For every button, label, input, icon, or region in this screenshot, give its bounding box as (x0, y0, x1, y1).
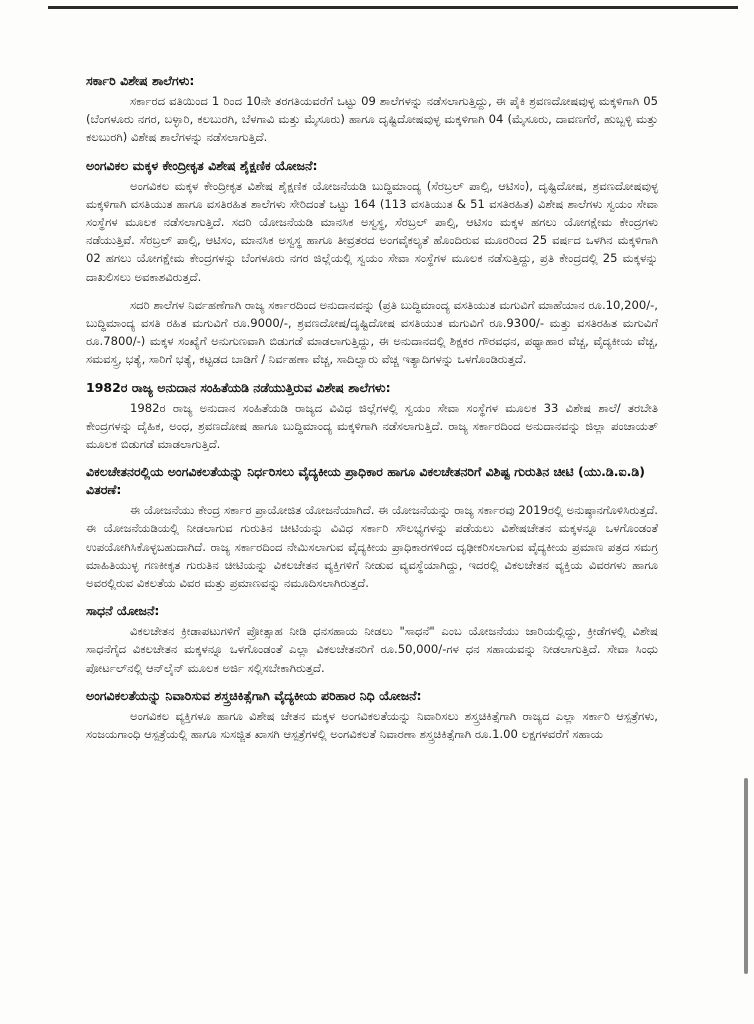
section-paragraph: 1982ರ ರಾಜ್ಯ ಅನುದಾನ ಸಂಹಿತೆಯಡಿ ರಾಜ್ಯದ ವಿವಿಧ ಜಿಲ್ಲೆಗಳಲ್ಲಿ ಸ್ವಯಂ ಸೇವಾ ಸಂಸ್ಥೆಗಳ ಮೂಲಕ 33 ವಿಶೇಷ ಶಾಲೆ/ ತರಬೇತಿ ಕೇಂದ್ರಗಳನ್ನು ದೈಹಿಕ, ಅಂಧ, ಶ್ರವಣದೋಷ ಹಾಗೂ ಬುದ್ಧಿಮಾಂದ್ಯ ಮಕ್ಕಳಿಗಾಗಿ ನಡೆಸಲಾಗುತ್ತಿದೆ. ರಾಜ್ಯ ಸರ್ಕಾರದಿಂದ ಅನುದಾನವನ್ನು ಜಿಲ್ಲಾ ಪಂಚಾಯತ್ ಮೂಲಕ ಬಿಡುಗಡೆ ಮಾಡಲಾಗುತ್ತಿದೆ. (86, 400, 658, 452)
section-heading: ಅಂಗವಿಕಲತೆಯನ್ನು ನಿವಾರಿಸುವ ಶಸ್ತ್ರಚಿಕಿತ್ಸೆಗಾಗಿ ವೈದ್ಯಕೀಯ ಪರಿಹಾರ ನಿಧಿ ಯೋಜನೆ: (86, 687, 422, 703)
section-heading: ಸರ್ಕಾರಿ ವಿಶೇಷ ಶಾಲೆಗಳು: (86, 73, 195, 88)
section-sadhane-scheme (86, 602, 658, 677)
section-paragraph: ವಿಕಲಚೇತನ ಕ್ರೀಡಾಪಟುಗಳಿಗೆ ಪ್ರೋತ್ಸಾಹ ನೀಡಿ ಧನಸಹಾಯ ನೀಡಲು "ಸಾಧನೆ" ಎಂಬ ಯೋಜನೆಯು ಜಾರಿಯಲ್ಲಿದ್ದು, ಕ್ರೀಡೆಗಳಲ್ಲಿ ವಿಶೇಷ ಸಾಧನೆಗೈದ ವಿಕಲಚೇತನ ಮಕ್ಕಳನ್ನೂ ಒಳಗೊಂಡಂತೆ ಎಲ್ಲಾ ವಿಕಲಚೇತನರಿಗೆ ರೂ.50,000/-ಗಳ ಧನ ಸಹಾಯವನ್ನು ನೀಡಲಾಗುತ್ತಿದೆ. ಸೇವಾ ಸಿಂಧು ಪೋರ್ಟಲ್‌ನಲ್ಲಿ ಆನ್‌ಲೈನ್ ಮೂಲಕ ಅರ್ಜಿ ಸಲ್ಲಿಸಬೇಕಾಗಿರುತ್ತದೆ. (86, 624, 658, 675)
section-heading: ಸಾಧನೆ ಯೋಜನೆ: (86, 603, 160, 619)
section-government-special-schools (86, 72, 658, 147)
section-centralized-special-education (86, 157, 658, 369)
section-paragraph: ಸದರಿ ಶಾಲೆಗಳ ನಿರ್ವಹಣೆಗಾಗಿ ರಾಜ್ಯ ಸರ್ಕಾರದಿಂದ ಅನುದಾನವನ್ನು (ಪ್ರತಿ ಬುದ್ಧಿಮಾಂದ್ಯ ವಸತಿಯುತ ಮಗುವಿಗೆ ಮಾಹೆಯಾನ ರೂ.10,200/-, ಬುದ್ಧಿಮಾಂದ್ಯ ವಸತಿ ರಹಿತ ಮಗುವಿಗೆ ರೂ.9000/-, ಶ್ರವಣದೋಷ/ದೃಷ್ಟಿದೋಷ ವಸತಿಯುತ ಮಗುವಿಗೆ ರೂ.9300/- ಮತ್ತು ವಸತಿರಹಿತ ಮಗುವಿಗೆ ರೂ.7800/-) ಮಕ್ಕಳ ಸಂಖ್ಯೆಗೆ ಅನುಗುಣವಾಗಿ ಬಿಡುಗಡೆ ಮಾಡಲಾಗುತ್ತಿದ್ದು, ಈ ಅನುದಾನದಲ್ಲಿ ಶಿಕ್ಷಕರ ಗೌರವಧನ, ಪಥ್ಯಾಹಾರ ವೆಚ್ಚ, ವೈದ್ಯಕೀಯ ವೆಚ್ಚ, ಸಮವಸ್ತ್ರ, ಭತ್ಯೆ, ಸಾರಿಗೆ ಭತ್ಯೆ, ಕಟ್ಟಡದ ಬಾಡಿಗೆ / ನಿರ್ವಹಣಾ ವೆಚ್ಚ, ಸಾದಿಲ್ವಾರು ವೆಚ್ಚ ಇತ್ಯಾದಿಗಳನ್ನು ಒಳಗೊಂಡಿರುತ್ತದೆ. (86, 297, 658, 367)
section-heading: 1982ರ ರಾಜ್ಯ ಅನುದಾನ ಸಂಹಿತೆಯಡಿ ನಡೆಯುತ್ತಿರುವ ವಿಶೇಷ ಶಾಲೆಗಳು: (86, 379, 391, 395)
section-paragraph: ಈ ಯೋಜನೆಯು ಕೇಂದ್ರ ಸರ್ಕಾರ ಪ್ರಾಯೋಜಿತ ಯೋಜನೆಯಾಗಿದೆ. ಈ ಯೋಜನೆಯನ್ನು ರಾಜ್ಯ ಸರ್ಕಾರವು 2019ರಲ್ಲಿ ಅನುಷ್ಠಾನಗೊಳಿಸಿರುತ್ತದೆ. ಈ ಯೋಜನೆಯಡಿಯಲ್ಲಿ ನೀಡಲಾಗುವ ಗುರುತಿನ ಚೀಟಿಯನ್ನು ವಿವಿಧ ಸರ್ಕಾರಿ ಸೌಲಭ್ಯಗಳನ್ನು ಪಡೆಯಲು ವಿಶೇಷಚೇತನ ಮಕ್ಕಳನ್ನೂ ಒಳಗೊಂಡಂತೆ ಉಪಯೋಗಿಸಿಕೊಳ್ಳಬಹುದಾಗಿದೆ. ರಾಜ್ಯ ಸರ್ಕಾರದಿಂದ ನೇಮಿಸಲಾಗುವ ವೈದ್ಯಕೀಯ ಪ್ರಾಧಿಕಾರಗಳಿಂದ ದೃಢೀಕರಿಸಲಾಗುವ ವೈದ್ಯಕೀಯ ಪ್ರಮಾಣ ಪತ್ರದ ಸಮಗ್ರ ಮಾಹಿತಿಯುಳ್ಳ ಗಣಕೀಕೃತ ಗುರುತಿನ ಚೀಟಿಯನ್ನು ವಿಕಲಚೇತನ ವ್ಯಕ್ತಿಗಳಿಗೆ ನೀಡುವ ವ್ಯವಸ್ಥೆಯಾಗಿದ್ದು, ಇದರಲ್ಲಿ ವಿಕಲಚೇತನ ವ್ಯಕ್ತಿಯ ವಿವರಗಳು ಹಾಗೂ ಅವರಲ್ಲಿರುವ ವಿಕಲತೆಯ ವಿವರ ಮತ್ತು ಪ್ರಮಾಣವನ್ನು ನಮೂದಿಸಲಾಗಿರುತ್ತದೆ. (86, 503, 658, 591)
scrollbar-thumb[interactable] (744, 778, 748, 974)
section-medical-relief-fund (86, 687, 658, 743)
section-heading: ವಿಕಲಚೇತನರಲ್ಲಿಯ ಅಂಗವಿಕಲತೆಯನ್ನು ನಿರ್ಧರಿಸಲು ವೈದ್ಯಕೀಯ ಪ್ರಾಧಿಕಾರ ಹಾಗೂ ವಿಕಲಚೇತನರಿಗೆ ವಿಶಿಷ್ಟ ಗುರುತಿನ ಚೀಟಿ (ಯು.ಡಿ.ಐ.ಡಿ) ವಿತರಣೆ: (86, 464, 645, 498)
section-paragraph: ಸರ್ಕಾರದ ವತಿಯಿಂದ 1 ರಿಂದ 10ನೇ ತರಗತಿಯವರೆಗೆ ಒಟ್ಟು 09 ಶಾಲೆಗಳನ್ನು ನಡೆಸಲಾಗುತ್ತಿದ್ದು, ಈ ಪೈಕಿ ಶ್ರವಣದೋಷವುಳ್ಳ ಮಕ್ಕಳಿಗಾಗಿ 05 (ಬೆಂಗಳೂರು ನಗರ, ಬಳ್ಳಾರಿ, ಕಲಬುರಗಿ, ಬೆಳಗಾವಿ ಮತ್ತು ಮೈಸೂರು) ಹಾಗೂ ದೃಷ್ಟಿದೋಷವುಳ್ಳ ಮಕ್ಕಳಿಗಾಗಿ 04 (ಮೈಸೂರು, ದಾವಣಗೆರೆ, ಹುಬ್ಬಳ್ಳಿ ಮತ್ತು ಕಲಬುರಗಿ) ವಿಶೇಷ ಶಾಲೆಗಳನ್ನು ನಡೆಸಲಾಗುತ್ತಿದೆ. (86, 94, 658, 145)
top-border-rule (48, 6, 738, 9)
section-paragraph: ಅಂಗವಿಕಲ ವ್ಯಕ್ತಿಗಳೂ ಹಾಗೂ ವಿಶೇಷ ಚೇತನ ಮಕ್ಕಳ ಅಂಗವಿಕಲತೆಯನ್ನು ನಿವಾರಿಸಲು ಶಸ್ತ್ರಚಿಕಿತ್ಸೆಗಾಗಿ ರಾಜ್ಯದ ಎಲ್ಲಾ ಸರ್ಕಾರಿ ಆಸ್ಪತ್ರೆಗಳು, ಸಂಜಯಗಾಂಧಿ ಆಸ್ಪತ್ರೆಯಲ್ಲಿ ಹಾಗೂ ಸುಸಜ್ಜಿತ ಖಾಸಗಿ ಆಸ್ಪತ್ರೆಗಳಲ್ಲಿ ಅಂಗವಿಕಲತೆ ನಿವಾರಣಾ ಶಸ್ತ್ರಚಿಕಿತ್ಸೆಗಾಗಿ ರೂ.1.00 ಲಕ್ಷಗಳವರೆಗೆ ಸಹಾಯ (86, 708, 658, 742)
section-udid-card (86, 463, 658, 592)
section-heading: ಅಂಗವಿಕಲ ಮಕ್ಕಳ ಕೇಂದ್ರೀಕೃತ ವಿಶೇಷ ಶೈಕ್ಷಣಿಕ ಯೋಜನೆ: (86, 157, 318, 173)
document-content (86, 72, 658, 753)
section-grant-code-1982-schools (86, 379, 658, 454)
section-paragraph: ಅಂಗವಿಕಲ ಮಕ್ಕಳ ಕೇಂದ್ರೀಕೃತ ವಿಶೇಷ ಶೈಕ್ಷಣಿಕ ಯೋಜನೆಯಡಿ ಬುದ್ಧಿಮಾಂದ್ಯ (ಸೆರಬ್ರಲ್ ಪಾಲ್ಸಿ, ಆಟಿಸಂ), ದೃಷ್ಟಿದೋಷ, ಶ್ರವಣದೋಷವುಳ್ಳ ಮಕ್ಕಳಿಗಾಗಿ ವಸತಿಯುತ ಹಾಗೂ ವಸತಿರಹಿತ ಶಾಲೆಗಳು ಸೇರಿದಂತೆ ಒಟ್ಟು 164 (113 ವಸತಿಯುತ & 51 ವಸತಿರಹಿತ) ವಿಶೇಷ ಶಾಲೆಗಳು ಸ್ವಯಂ ಸೇವಾ ಸಂಸ್ಥೆಗಳ ಮೂಲಕ ನಡೆಸಲಾಗುತ್ತಿದೆ. ಸದರಿ ಯೋಜನೆಯಡಿ ಮಾನಸಿಕ ಅಸ್ವಸ್ಥ, ಸೆರಬ್ರಲ್ ಪಾಲ್ಸಿ, ಆಟಿಸಂ ಮಕ್ಕಳ ಹಗಲು ಯೋಗಕ್ಷೇಮ ಕೇಂದ್ರಗಳು ನಡೆಯುತ್ತಿವೆ. ಸೆರಬ್ರಲ್ ಪಾಲ್ಸಿ, ಆಟಿಸಂ, ಮಾನಸಿಕ ಅಸ್ವಸ್ಥ ಹಾಗೂ ತೀವ್ರತರದ ಅಂಗವೈಕಲ್ಯತೆ ಹೊಂದಿರುವ ಮೂರರಿಂದ 25 ವರ್ಷದ ಒಳಗಿನ ಮಕ್ಕಳಿಗಾಗಿ 02 ಹಗಲು ಯೋಗಕ್ಷೇಮ ಕೇಂದ್ರಗಳನ್ನು ಬೆಂಗಳೂರು ನಗರ ಜಿಲ್ಲೆಯಲ್ಲಿ ಸ್ವಯಂ ಸೇವಾ ಸಂಸ್ಥೆಗಳ ಮೂಲಕ ನಡೆಸುತ್ತಿದ್ದು, ಪ್ರತಿ ಕೇಂದ್ರದಲ್ಲಿ 25 ಮಕ್ಕಳನ್ನು ದಾಖಲಿಸಲು ಅವಕಾಶವಿರುತ್ತದೆ. (86, 178, 658, 284)
